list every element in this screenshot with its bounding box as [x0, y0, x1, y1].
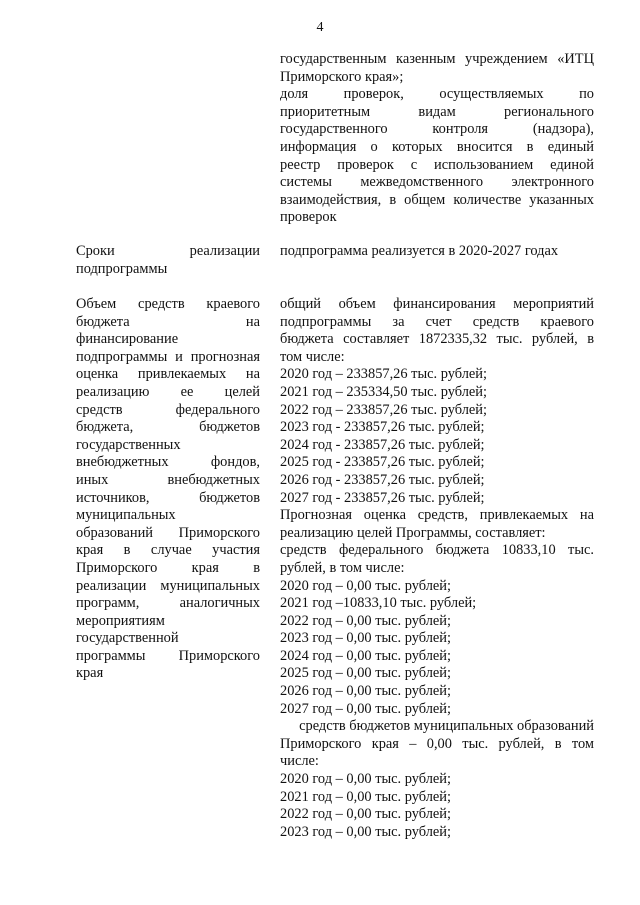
text-line: 2026 год - 233857,26 тыс. рублей; [280, 471, 485, 488]
text-line: Приморского края в [76, 559, 260, 576]
text-line: края в случае участия [76, 542, 260, 559]
text-line: Прогнозная оценка средств, привлекаемых на [280, 507, 594, 524]
text-line: Приморского края»; [280, 68, 404, 85]
text-line: Объем средств краевого [76, 296, 260, 312]
continuation-text [280, 51, 594, 227]
text-line: подпрограммы и прогнозная [76, 348, 260, 365]
text-line: Сроки реализации [76, 243, 260, 259]
text-line: края [76, 665, 104, 682]
text-line: рублей, в том числе: [280, 559, 405, 576]
text-line: Приморского края – 0,00 тыс. рублей, в том [280, 735, 594, 752]
text-line: реализацию целей Программы, составляет: [280, 524, 546, 541]
text-line: 2021 год – 0,00 тыс. рублей; [280, 788, 451, 805]
text-line: бюджета составляет 1872335,32 тыс. рублей, в [280, 331, 594, 348]
text-line: государственным казенным учреждением «ИТЦ [280, 51, 594, 67]
text-line: том числе: [280, 348, 345, 365]
text-line: мероприятиям [76, 612, 165, 629]
text-line: подпрограмма реализуется в 2020-2027 годах [280, 243, 559, 259]
text-line: государственного контроля (надзора), [280, 121, 594, 138]
page-number: 4 [316, 20, 324, 35]
text-line: реестр проверок с использованием единой [280, 156, 594, 173]
text-line: образований Приморского [76, 524, 260, 541]
text-line: реализации муниципальных [76, 577, 260, 594]
text-line: 2022 год – 0,00 тыс. рублей; [280, 612, 451, 629]
text-line: муниципальных [76, 507, 176, 524]
text-line: числе: [280, 753, 319, 770]
funding-value [280, 296, 594, 841]
terms-value [280, 243, 594, 261]
text-line: 2024 год - 233857,26 тыс. рублей; [280, 436, 485, 453]
text-line: 2024 год – 0,00 тыс. рублей; [280, 647, 451, 664]
text-line: 2027 год – 0,00 тыс. рублей; [280, 700, 451, 717]
text-line: проверок [280, 209, 337, 226]
text-line: средств федерального [76, 401, 260, 418]
terms-label [76, 243, 260, 278]
text-line: 2023 год – 0,00 тыс. рублей; [280, 630, 451, 647]
text-line: 2022 год – 0,00 тыс. рублей; [280, 806, 451, 823]
text-line: финансирование [76, 331, 179, 348]
text-line: иных внебюджетных [76, 471, 260, 488]
text-line: государственных [76, 436, 181, 453]
text-line: 2021 год – 235334,50 тыс. рублей; [280, 383, 487, 400]
text-line: программы Приморского [76, 647, 260, 664]
text-line: подпрограммы за счет средств краевого [280, 313, 594, 330]
text-line: программ, аналогичных [76, 595, 260, 612]
text-line: внебюджетных фондов, [76, 454, 260, 471]
text-line: источников, бюджетов [76, 489, 260, 506]
text-line: средств бюджетов муниципальных образований [299, 718, 594, 735]
text-line: бюджета, бюджетов [76, 419, 260, 436]
text-line: 2027 год - 233857,26 тыс. рублей; [280, 489, 485, 506]
text-line: бюджета на [76, 313, 260, 330]
text-line: оценка привлекаемых на [76, 366, 260, 383]
text-line: общий объем финансирования мероприятий [280, 296, 594, 312]
text-line: 2020 год – 233857,26 тыс. рублей; [280, 366, 487, 383]
text-line: системы межведомственного электронного [280, 174, 594, 191]
text-line: приоритетным видам регионального [280, 103, 594, 120]
text-line: 2026 год – 0,00 тыс. рублей; [280, 683, 451, 700]
text-line: 2022 год – 233857,26 тыс. рублей; [280, 401, 487, 418]
text-line: 2023 год – 0,00 тыс. рублей; [280, 823, 451, 840]
text-line: 2021 год –10833,10 тыс. рублей; [280, 595, 477, 612]
text-line: 2020 год – 0,00 тыс. рублей; [280, 771, 451, 788]
text-line: информация о которых вносится в единый [280, 138, 594, 155]
text-line: государственной [76, 630, 179, 647]
text-line: средств федерального бюджета 10833,10 тыс. [280, 542, 594, 559]
text-line: подпрограммы [76, 260, 168, 277]
text-line: 2025 год – 0,00 тыс. рублей; [280, 665, 451, 682]
text-line: взаимодействия, в общем количестве указанных [280, 191, 594, 208]
funding-label [76, 296, 260, 683]
text-line: реализацию ее целей [76, 383, 260, 400]
text-line: 2025 год - 233857,26 тыс. рублей; [280, 454, 485, 471]
text-line: 2020 год – 0,00 тыс. рублей; [280, 577, 451, 594]
text-line: доля проверок, осуществляемых по [280, 86, 594, 103]
text-line: 2023 год - 233857,26 тыс. рублей; [280, 419, 485, 436]
